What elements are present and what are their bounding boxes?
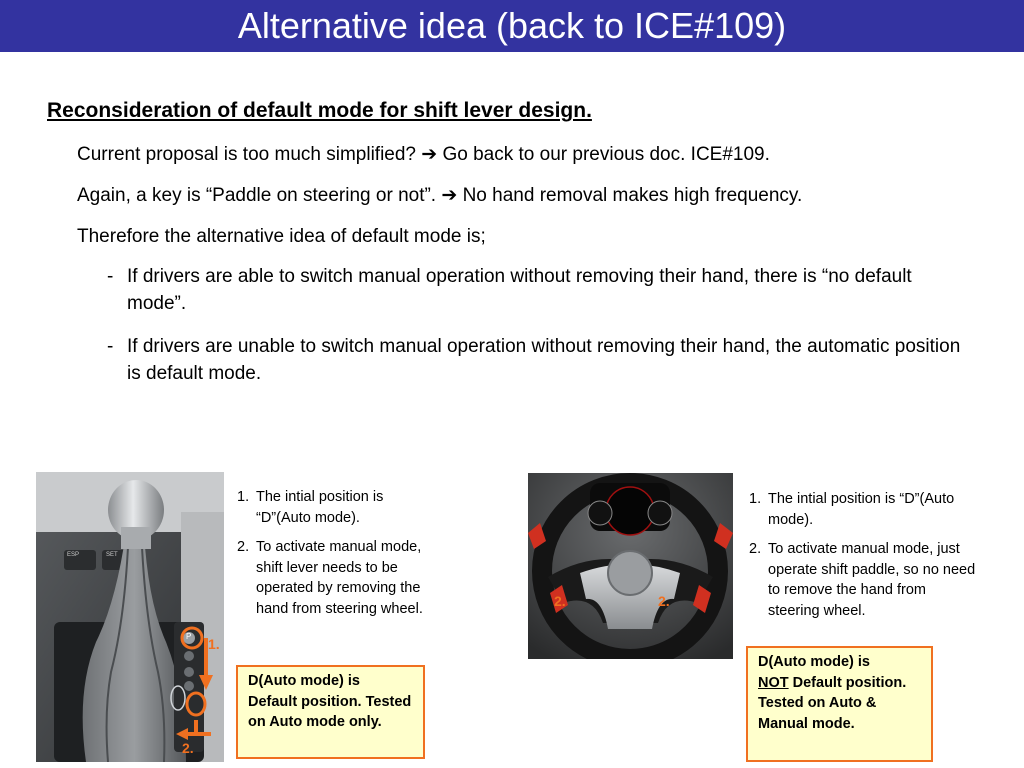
photo-label-1: 1. [208,636,220,652]
paragraph-3: Therefore the alternative idea of default mode is; [77,226,486,247]
steering-wheel-illustration [528,473,733,659]
list-number: 1. [749,491,762,507]
title-bar [0,0,1024,52]
bullet-item [107,333,967,387]
note-line-1: D(Auto mode) is [758,654,870,670]
list-text: The intial position is “D”(Auto mode). [256,489,384,526]
set-label: SET [106,552,118,558]
note-line-3: Tested on Auto & Manual mode. [758,695,877,732]
photo-label-2-left: 2. [554,593,566,609]
list-text: To activate manual mode, shift lever needs to be operated by removing the hand from steering wheel. [256,539,423,617]
arrow-right-icon: ➔ [441,185,458,206]
shift-lever-photo [36,472,224,762]
list-item [237,487,429,528]
list-number: 2. [237,539,250,555]
list-text: The intial position is “D”(Auto mode). [768,491,955,528]
steering-wheel-photo [528,473,733,659]
bullet-text: If drivers are able to switch manual operation without removing their hand, there is “no default mode”. [127,266,912,314]
bullet-item [107,263,967,317]
list-item [749,489,979,530]
list-item [749,539,979,621]
right-note-box [746,646,933,762]
arrow-right-icon: ➔ [421,144,438,165]
list-number: 1. [237,489,250,505]
bullet-dash: - [107,266,114,287]
left-steps-list [237,487,429,628]
paragraph-1-text-a: Current proposal is too much simplified? [77,144,416,165]
photo-label-2: 2. [182,740,194,756]
note-not: NOT [758,674,789,691]
note-default-text: Default position. [788,674,907,691]
bullet-text: If drivers are unable to switch manual operation without removing their hand, the automatic position is default mode. [127,336,961,384]
paragraph-2 [77,184,802,208]
paragraph-2-text-b: No hand removal makes high frequency. [462,185,803,206]
left-note-box: D(Auto mode) is Default position. Tested on Auto mode only. [236,665,425,759]
p-label: P [186,632,192,641]
slide-title: Alternative idea (back to ICE#109) [237,5,787,46]
paragraph-1-text-b: Go back to our previous doc. ICE#109. [442,144,770,165]
paragraph-1 [77,143,770,167]
list-text: To activate manual mode, just operate shift paddle, so no need to remove the hand from steering wheel. [768,541,976,619]
esp-label: ESP [67,552,80,558]
bullet-dash: - [107,336,114,357]
shift-lever-illustration [36,472,224,762]
photo-label-2-right: 2. [658,593,670,609]
list-number: 2. [749,541,762,557]
note-line-2 [758,673,921,694]
paragraph-2-text-a: Again, a key is “Paddle on steering or not”. [77,185,437,206]
list-item [237,537,429,619]
right-steps-list [749,489,979,630]
section-heading: Reconsideration of default mode for shift lever design. [47,99,592,122]
